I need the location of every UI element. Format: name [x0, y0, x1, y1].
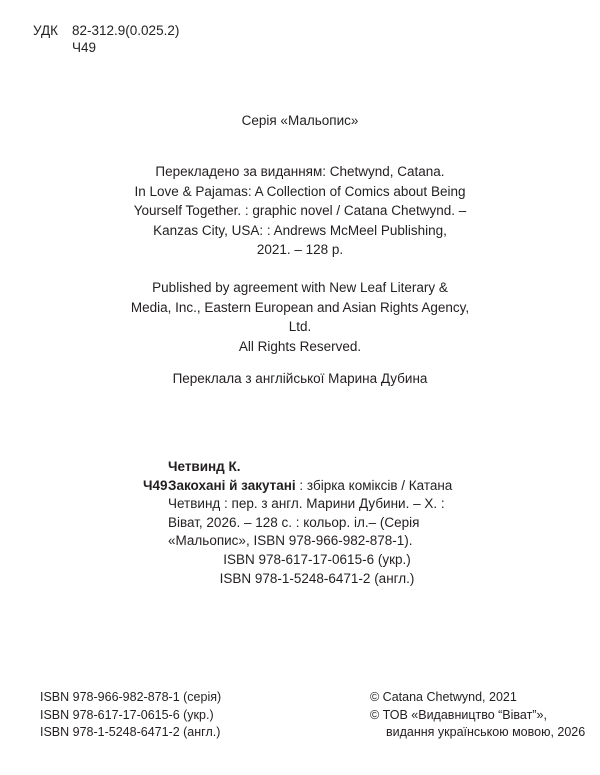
cip-author: Четвинд К.: [168, 459, 241, 474]
agreement-line: Published by agreement with New Leaf Literary &: [152, 280, 448, 295]
original-publication-line: Перекладено за виданням: Chetwynd, Catana.: [155, 164, 445, 179]
original-publication-line: Yourself Together. : graphic novel / Catana Chetwynd. –: [133, 203, 467, 218]
udc-code: Ч49: [72, 40, 97, 55]
agreement-line: Ltd.: [288, 319, 312, 334]
footer-isbn-eng: ISBN 978-1-5248-6471-2 (англ.): [40, 725, 221, 739]
cip-isbn-ukr: ISBN 978-617-17-0615-6 (укр.): [223, 551, 411, 567]
cip-block: [143, 458, 473, 588]
agreement-line: Media, Inc., Eastern European and Asian Rights Agency,: [130, 299, 470, 315]
cip-body: [143, 477, 473, 551]
series-line: Серія «Мальопис»: [241, 113, 359, 128]
original-publication-line: Kanzas City, USA: : Andrews McMeel Publishing,: [153, 222, 447, 238]
agreement-block: [0, 278, 600, 356]
cip-description-text: : збірка коміксів / Катана Четвинд : пер. з англ. Марини Дубини. – Х. : Віват, 2026. – 128 с. : кольор. іл.– (Серія «Мальопис», ISBN 978-966-982-878-1).: [168, 477, 453, 549]
cip-description: [168, 477, 473, 551]
translator-credit: Переклала з англійської Марина Дубина: [172, 371, 428, 386]
footer-isbn-ukr: ISBN 978-617-17-0615-6 (укр.): [40, 707, 214, 722]
udc-row-number: [33, 22, 179, 39]
copyright-edition: видання українською мовою, 2026: [386, 725, 586, 739]
cip-isbn-eng: ISBN 978-1-5248-6471-2 (англ.): [219, 570, 415, 586]
udc-label: УДК: [33, 23, 58, 38]
original-publication-line: 2021. – 128 p.: [256, 242, 344, 257]
udc-row-code: [33, 39, 179, 56]
cip-mark: Ч49: [143, 477, 168, 493]
udc-block: [33, 22, 179, 56]
footer-isbn-block: [40, 689, 221, 742]
copyright-publisher: © ТОВ «Видавництво “Віват”»,: [370, 707, 547, 722]
cip-title: Закохані й закутані: [168, 477, 296, 493]
cip-isbn-list: [143, 551, 473, 588]
copyright-author: © Catana Chetwynd, 2021: [370, 690, 517, 704]
original-publication-block: [0, 162, 600, 260]
agreement-line: All Rights Reserved.: [238, 338, 362, 354]
udc-number: 82-312.9(0.025.2): [72, 23, 180, 38]
copyright-block: [370, 689, 585, 742]
original-publication-line: In Love & Pajamas: A Collection of Comics about Being: [134, 183, 466, 199]
footer-isbn-series: ISBN 978-966-982-878-1 (серія): [40, 690, 222, 704]
